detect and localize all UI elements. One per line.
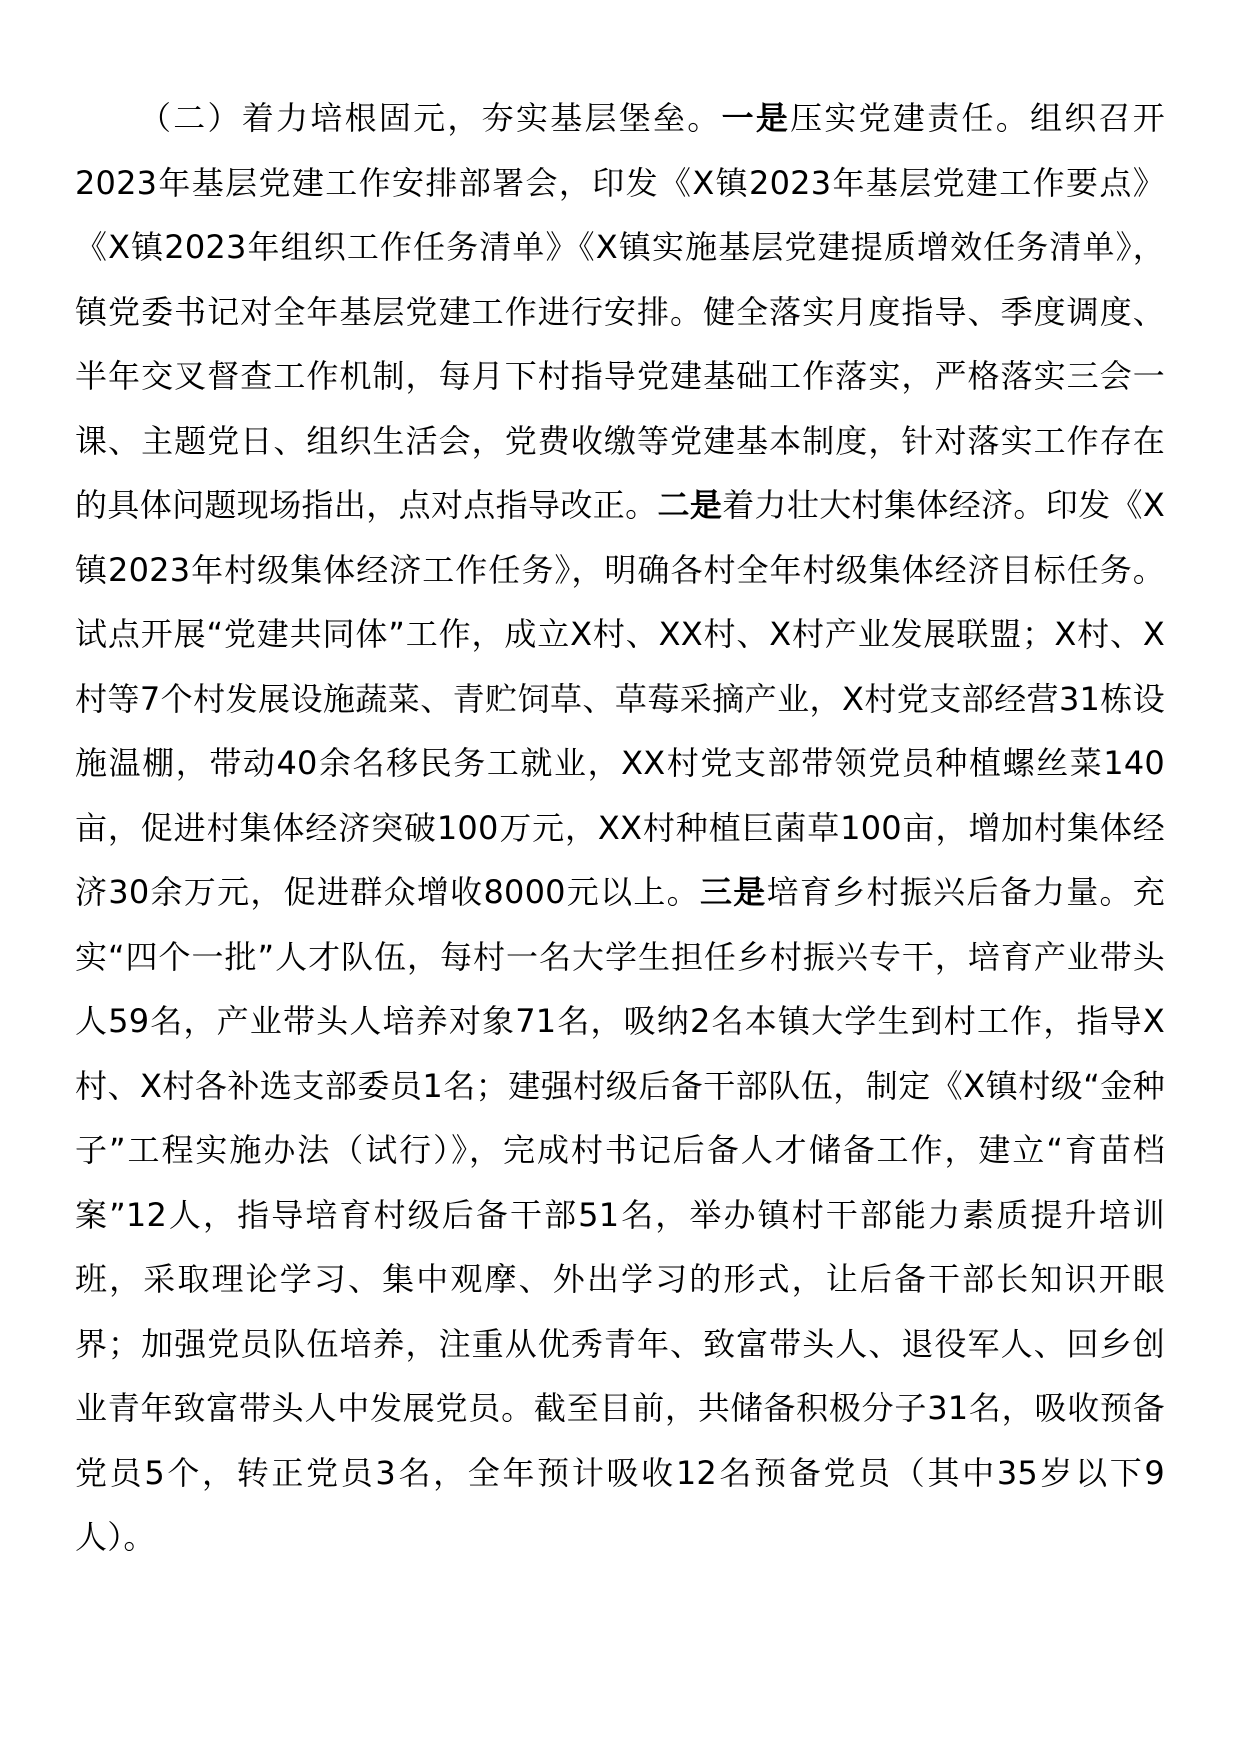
point-two-label: 二是 bbox=[657, 486, 723, 524]
point-three-label: 三是 bbox=[699, 873, 767, 911]
point-two-text: 着力壮大村集体经济。印发《X镇2023年村级集体经济工作任务》，明确各村全年村级集体经济目标任务。试点开展“党建共同体”工作，成立X村、XX村、X村产业发展联盟；X村、X村等7个村发展设施蔬菜、青贮饲草、草莓采摘产业，X村党支部经营31栋设施温棚，带动40余名移民务工就业，XX村党支部带领党员种植螺丝菜140亩，促进村集体经济突破100万元，XX村种植巨菌草100亩，增加村集体经济30余万元，促进群众增收8000元以上。 bbox=[75, 486, 1165, 911]
point-one-label: 一是 bbox=[721, 99, 791, 137]
heading-segment: （二）着力培根固元，夯实基层堡垒。 bbox=[139, 99, 722, 137]
body-paragraph bbox=[75, 86, 1165, 1570]
point-three-text: 培育乡村振兴后备力量。充实“四个一批”人才队伍，每村一名大学生担任乡村振兴专干，培育产业带头人59名，产业带头人培养对象71名，吸纳2名本镇大学生到村工作，指导X村、X村各补选支部委员1名；建强村级后备干部队伍，制定《X镇村级“金种子”工程实施办法（试行）》，完成村书记后备人才储备工作，建立“育苗档案”12人，指导培育村级后备干部51名，举办镇村干部能力素质提升培训班，采取理论学习、集中观摩、外出学习的形式，让后备干部长知识开眼界；加强党员队伍培养，注重从优秀青年、致富带头人、退役军人、回乡创业青年致富带头人中发展党员。截至目前，共储备积极分子31名，吸收预备党员5个，转正党员3名，全年预计吸收12名预备党员（其中35岁以下9人）。 bbox=[75, 873, 1166, 1556]
point-one-text: 压实党建责任。组织召开2023年基层党建工作安排部署会，印发《X镇2023年基层党建工作要点》《X镇2023年组织工作任务清单》《X镇实施基层党建提质增效任务清单》，镇党委书记对全年基层党建工作进行安排。健全落实月度指导、季度调度、半年交叉督查工作机制，每月下村指导党建基础工作落实，严格落实三会一课、主题党日、组织生活会，党费收缴等党建基本制度，针对落实工作存在的具体问题现场指出，点对点指导改正。 bbox=[75, 99, 1166, 524]
